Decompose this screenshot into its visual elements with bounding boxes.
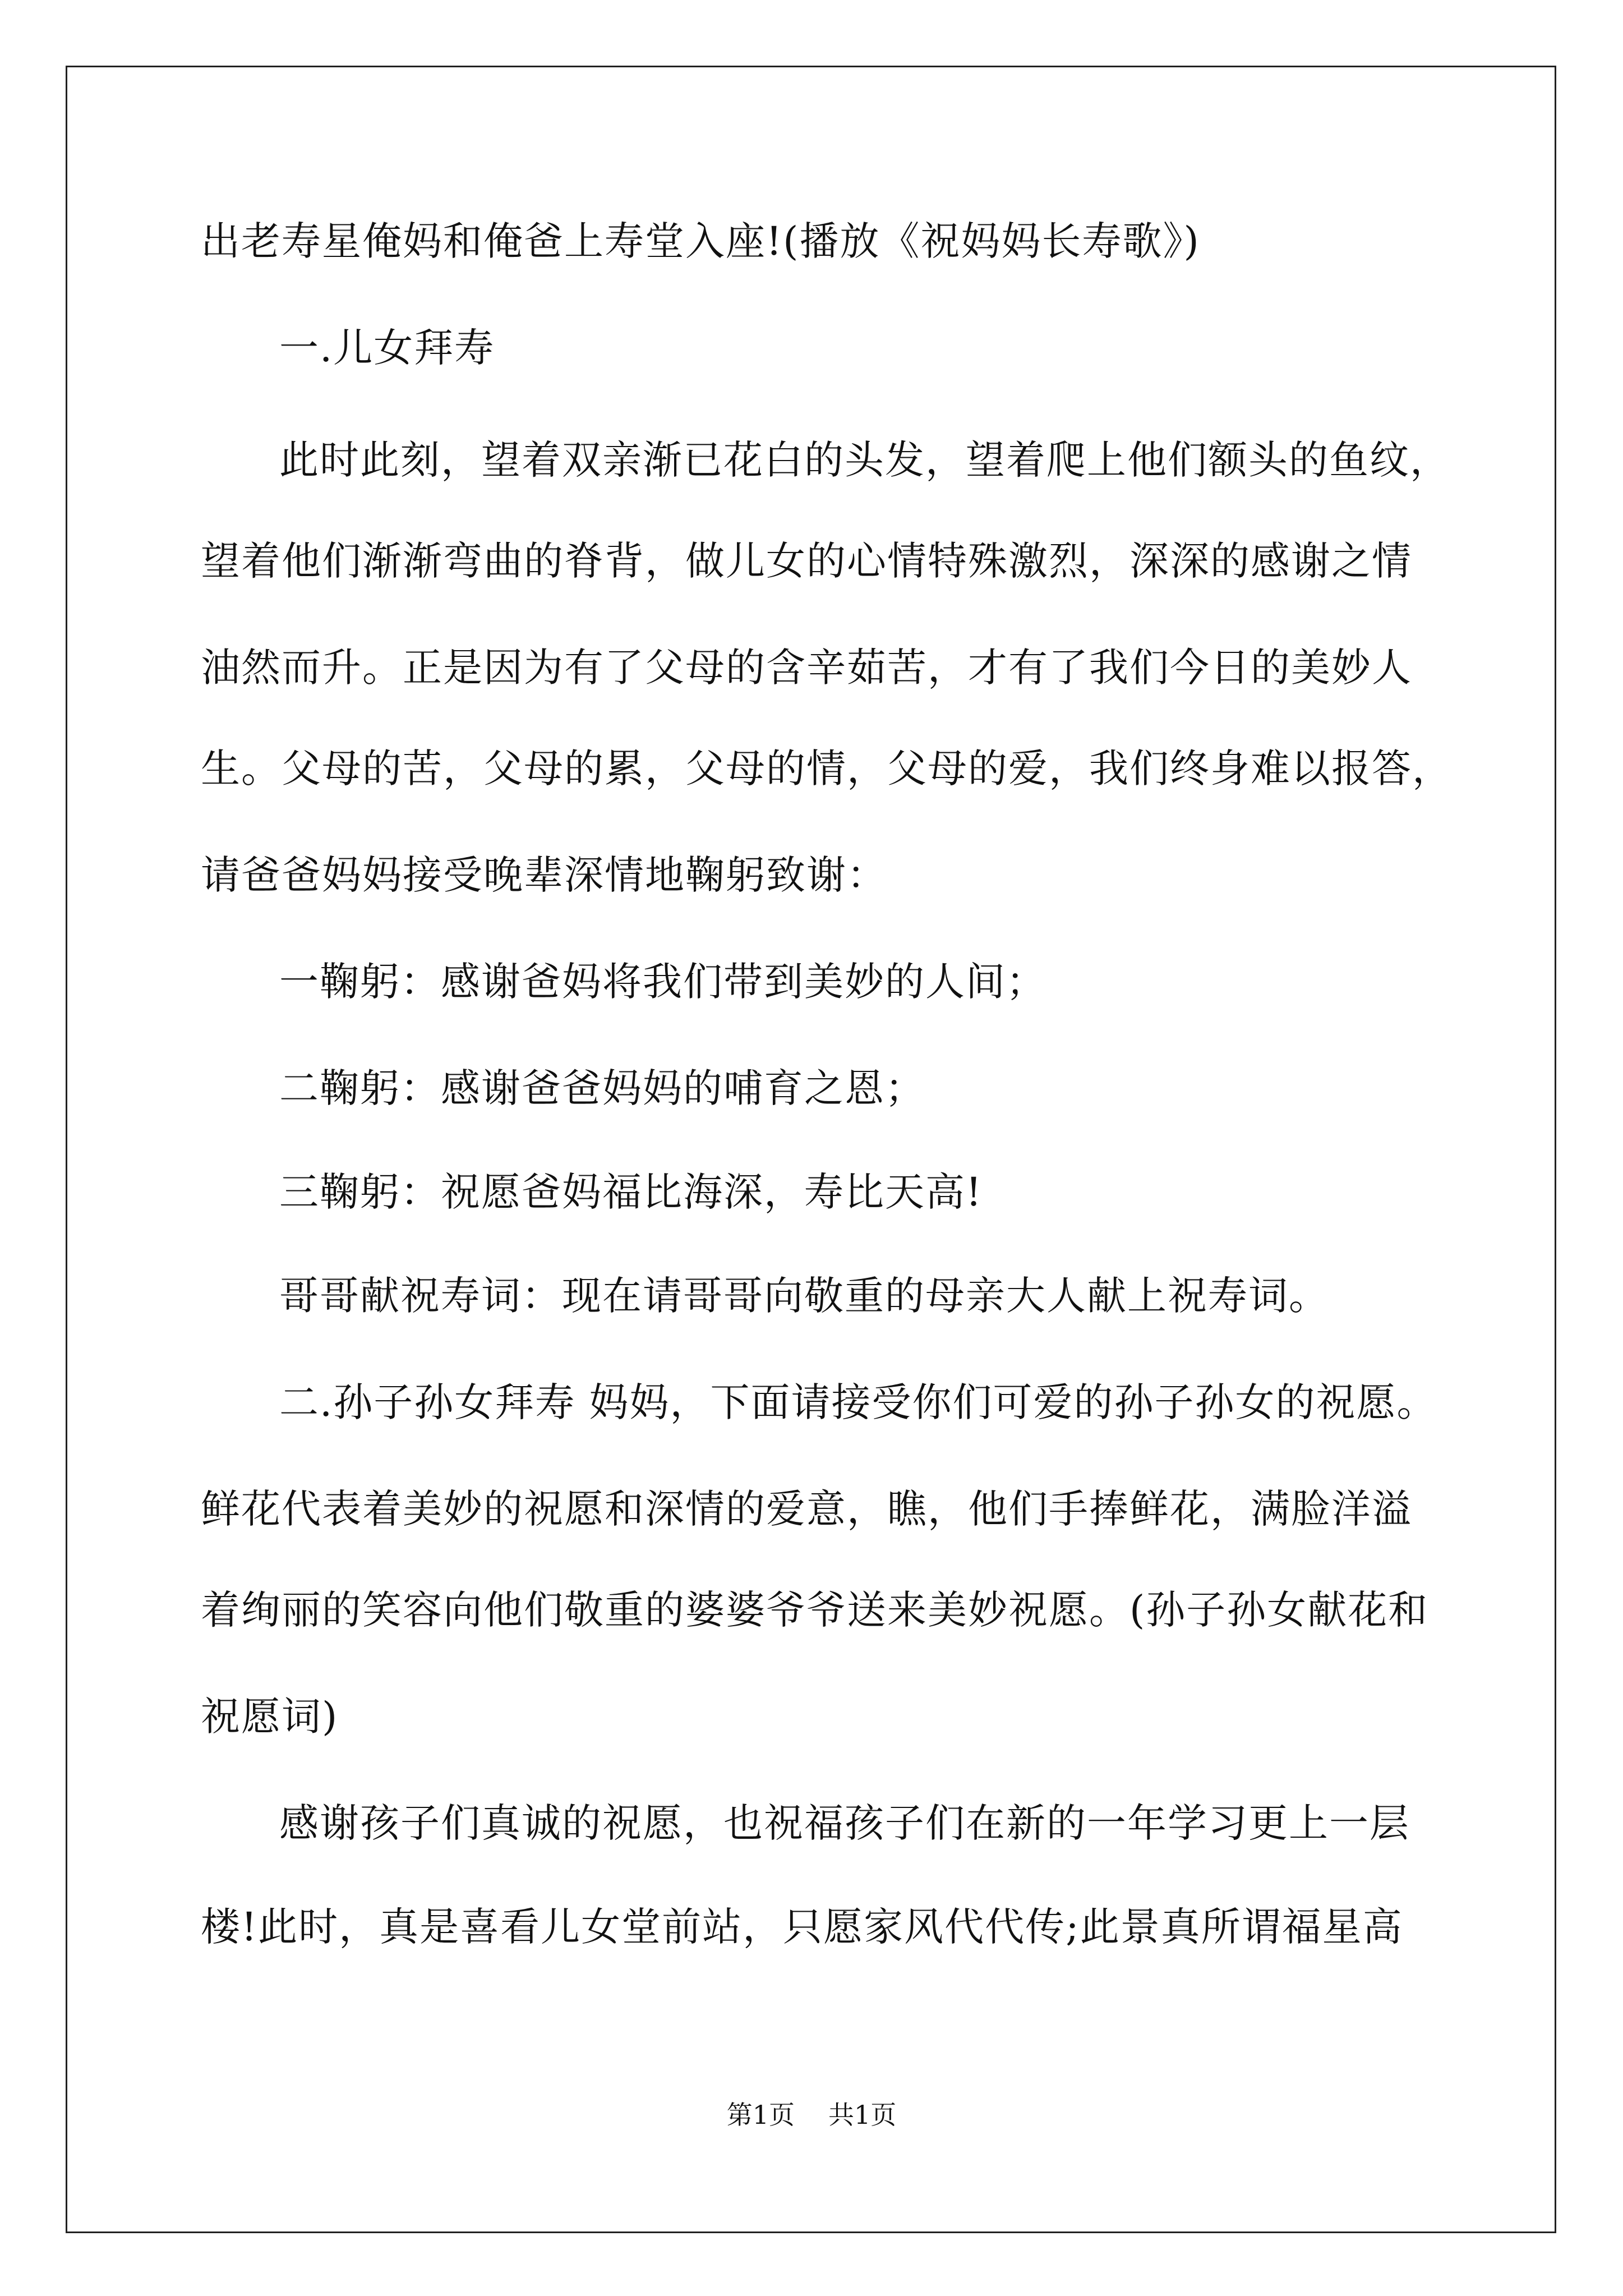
text-line: 三鞠躬：祝愿爸妈福比海深，寿比天高! [279, 1169, 983, 1215]
text-line: 祝愿词) [201, 1694, 339, 1740]
text-line: 哥哥献祝寿词：现在请哥哥向敬重的母亲大人献上祝寿词。 [279, 1273, 1329, 1319]
text-line: 一鞠躬：感谢爸妈将我们带到美妙的人间； [279, 959, 1046, 1005]
text-line: 着绚丽的笑容向他们敬重的婆婆爷爷送来美妙祝愿。(孙子孙女献花和 [201, 1587, 1429, 1633]
text-line: 此时此刻，望着双亲渐已花白的头发，望着爬上他们额头的鱼纹， [279, 437, 1450, 483]
text-line: 二鞠躬：感谢爸爸妈妈的哺育之恩； [279, 1065, 925, 1111]
text-line: 鲜花代表着美妙的祝愿和深情的爱意，瞧，他们手捧鲜花，满脸洋溢 [201, 1486, 1412, 1532]
text-line: 油然而升。正是因为有了父母的含辛茹苦，才有了我们今日的美妙人 [201, 645, 1412, 691]
page-footer [0, 2098, 1623, 2132]
text-line: 生。父母的苦，父母的累，父母的情，父母的爱，我们终身难以报答， [201, 746, 1453, 792]
section-heading: 一.儿女拜寿 [279, 325, 495, 371]
text-line: 出老寿星俺妈和俺爸上寿堂入座!(播放《祝妈妈长寿歌》) [201, 218, 1200, 264]
text-line: 楼!此时，真是喜看儿女堂前站，只愿家风代代传;此景真所谓福星高 [201, 1904, 1403, 1950]
text-line: 请爸爸妈妈接受晚辈深情地鞠躬致谢： [201, 852, 887, 898]
page-number: 第1页 [726, 2100, 795, 2130]
text-line: 望着他们渐渐弯曲的脊背，做儿女的心情特殊激烈，深深的感谢之情 [201, 538, 1412, 584]
page-total: 共1页 [828, 2100, 897, 2130]
section-heading: 二.孙子孙女拜寿 妈妈，下面请接受你们可爱的孙子孙女的祝愿。 [279, 1379, 1437, 1425]
text-line: 感谢孩子们真诚的祝愿，也祝福孩子们在新的一年学习更上一层 [279, 1800, 1410, 1846]
